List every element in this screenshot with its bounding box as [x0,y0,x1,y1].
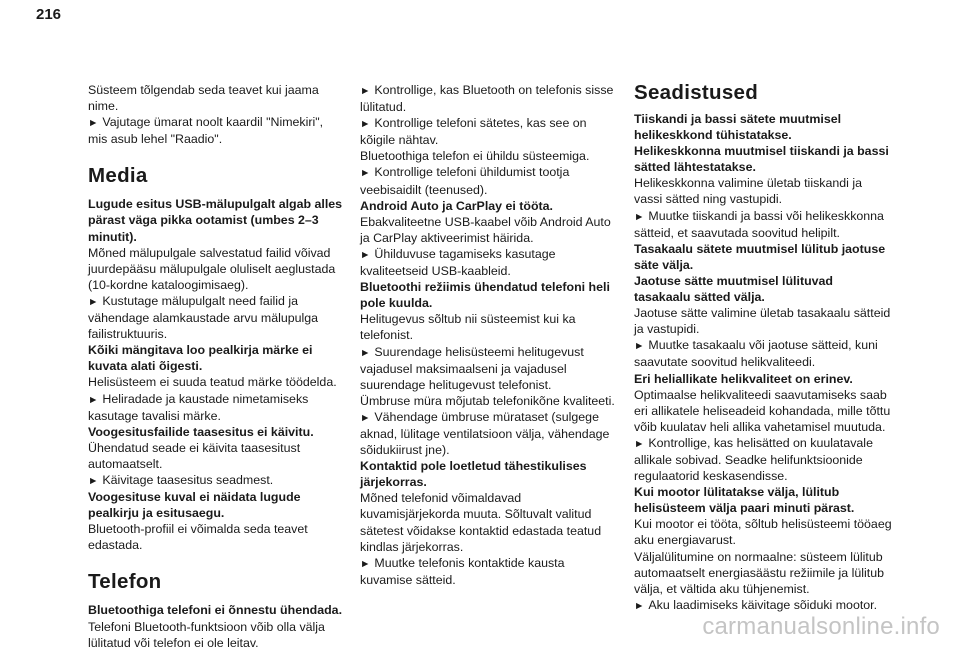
paragraph: Helitugevus sõltub nii süsteemist kui ka telefonist. [360,312,576,343]
bullet-item: ► Suurendage helisüsteemi helitugevust vajadusel maksimaalseni ja vajadusel suurendage helitugevust telefonist. [360,344,618,393]
paragraph: Kui mootor ei tööta, sõltub helisüsteemi tööaeg aku energiavarust. [634,517,892,548]
bullet-item: ► Aku laadimiseks käivitage sõiduki mootor. [634,597,892,614]
paragraph: Mõned mälupulgale salvestatud failid võivad juurdepääsu mälupulgale oluliselt aeglustada (10-kordne kataloogimisaeg). [88,245,336,292]
issue-heading: Tiiskandi ja bassi sätete muutmisel helikeskkond tühistatakse. [634,112,842,143]
paragraph: Helikeskkonna valimine ületab tiiskandi ja vassi sätted ning vastupidi. [634,176,862,207]
column-3 [634,81,892,614]
bullet-item: ► Kontrollige telefoni sätetes, kas see on kõigile nähtav. [360,115,618,148]
issue-heading: Lugude esitus USB-mälupulgalt algab alles pärast väga pikka ootamist (umbes 2–3 minutit). [88,197,343,244]
paragraph: Ühendatud seade ei käivita taasesitust automaatselt. [88,440,301,471]
column-1 [88,82,344,651]
bullet-item: ► Muutke telefonis kontaktide kausta kuvamise sätteid. [360,555,618,588]
bullet-item: ► Heliradade ja kaustade nimetamiseks kasutage tavalisi märke. [88,391,344,424]
bullet-item: ► Ühilduvuse tagamiseks kasutage kvaliteetseid USB-kaableid. [360,246,618,279]
bullet-item: ► Vähendage ümbruse mürataset (sulgege aknad, lülitage ventilatsioon välja, vähendage sõidukiirust jne). [360,409,618,458]
issue-heading: Android Auto ja CarPlay ei tööta. [360,198,553,213]
bullet-item: ► Kontrollige, kas helisätted on kuulatavale allikale sobivad. Seadke helifunktsioonide regulaatorid keskasendisse. [634,435,892,484]
paragraph: Süsteem tõlgendab seda teavet kui jaama nime. [88,83,319,114]
issue-heading: Kontaktid pole loetletud tähestikulises järjekorras. [360,459,587,490]
paragraph: Väljalülitumine on normaalne: süsteem lülitub automaatselt energiasäästu režiimile ja lülitub välja, et vältida aku tühjenemist. [634,549,885,596]
issue-heading: Eri heliallikate helikvaliteet on erinev. [634,371,853,386]
paragraph: Optimaalse helikvaliteedi saavutamiseks saab eri allikatele heliseadeid kohandada, mille tõttu võib kuulatav heli allika vahetamisel muutuda. [634,387,891,434]
bullet-item: ► Kontrollige telefoni ühildumist tootja veebisaidilt (teenused). [360,164,618,197]
paragraph: Mõned telefonid võimaldavad kuvamisjärjekorda muuta. Sõltuvalt valitud sätetest võidakse kontaktid edastada teatud kindlas järjekorras. [360,491,602,554]
issue-heading: Helikeskkonna muutmisel tiiskandi ja bassi sätted lähtestatakse. [634,144,889,175]
paragraph: Bluetoothiga telefon ei ühildu süsteemiga. [360,149,590,164]
paragraph: Jaotuse sätte valimine ületab tasakaalu sätteid ja vastupidi. [634,306,891,337]
paragraph: Helisüsteem ei suuda teatud märke töödelda. [88,375,337,390]
column-2 [360,82,618,588]
issue-heading: Kui mootor lülitatakse välja, lülitub helisüsteem välja paari minuti pärast. [634,485,855,516]
issue-heading: Voogesitusfailide taasesitus ei käivitu. [88,424,314,439]
section-title-media: Media [88,164,148,188]
paragraph: Ümbruse müra mõjutab telefonikõne kvaliteeti. [360,393,615,408]
bullet-item: ► Muutke tiiskandi ja bassi või helikeskkonna sätteid, et saavutada soovitud helipilt. [634,208,892,241]
bullet-item: ► Kustutage mälupulgalt need failid ja vähendage alamkaustade arvu mälupulga failistruktuuris. [88,293,344,342]
issue-heading: Bluetoothiga telefoni ei õnnestu ühendada. [88,603,343,618]
paragraph: Ebakvaliteetne USB-kaabel võib Android Auto ja CarPlay aktiveerimist häirida. [360,214,611,245]
paragraph: Bluetooth-profiil ei võimalda seda teavet edastada. [88,522,308,553]
bullet-item: ► Muutke tasakaalu või jaotuse sätteid, kuni saavutate soovitud helikvaliteedi. [634,337,892,370]
bullet-item: ► Kontrollige, kas Bluetooth on telefonis sisse lülitatud. [360,82,618,115]
page-number: 216 [36,6,62,23]
section-title-telefon: Telefon [88,570,162,594]
bullet-item: ► Käivitage taasesitus seadmest. [88,472,344,489]
issue-heading: Tasakaalu sätete muutmisel lülitub jaotuse säte välja. [634,241,886,272]
issue-heading: Kõiki mängitava loo pealkirja märke ei kuvata alati õigesti. [88,343,313,374]
paragraph: Telefoni Bluetooth-funktsioon võib olla välja lülitatud või telefon ei ole leitav. [88,619,325,650]
watermark: carmanualsonline.info [702,613,940,640]
issue-heading: Jaotuse sätte muutmisel lülituvad tasakaalu sätted välja. [634,273,833,305]
bullet-item: ► Vajutage ümarat noolt kaardil "Nimekiri", mis asub lehel "Raadio". [88,114,344,147]
section-title-seadistused: Seadistused [634,81,759,104]
issue-heading: Voogesituse kuval ei näidata lugude pealkirju ja esitusaegu. [88,490,301,521]
issue-heading: Bluetoothi režiimis ühendatud telefoni heli pole kuulda. [360,280,610,311]
